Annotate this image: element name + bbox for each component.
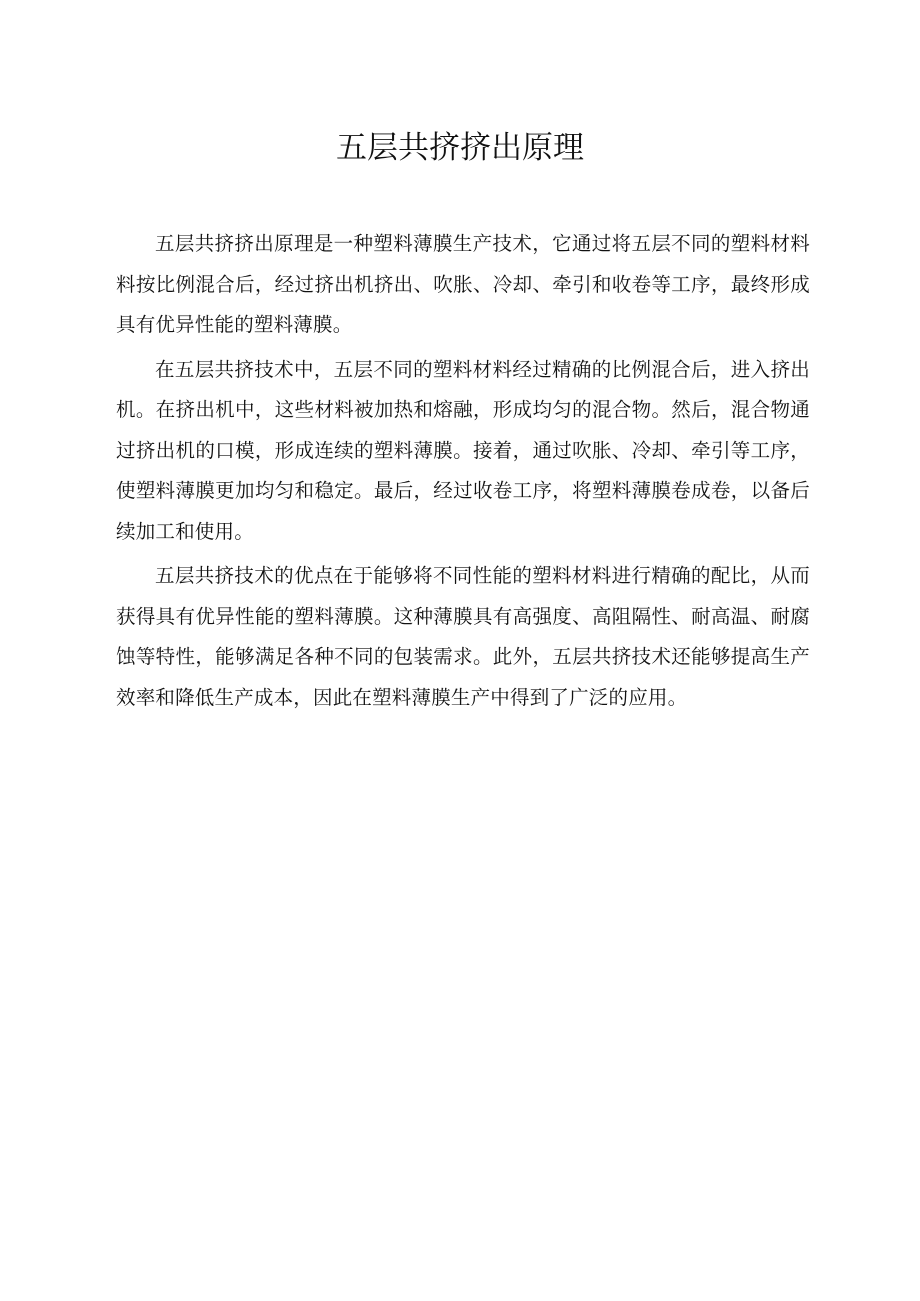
document-body bbox=[116, 224, 810, 722]
paragraph-3: 五层共挤技术的优点在于能够将不同性能的塑料材料进行精确的配比，从而获得具有优异性能的塑料薄膜。这种薄膜具有高强度、高阻隔性、耐高温、耐腐蚀等特性，能够满足各种不同的包装需求。此外，五层共挤技术还能够提高生产效率和降低生产成本，因此在塑料薄膜生产中得到了广泛的应用。 bbox=[116, 564, 810, 709]
paragraph-2: 在五层共挤技术中，五层不同的塑料材料经过精确的比例混合后，进入挤出机。在挤出机中，这些材料被加热和熔融，形成均匀的混合物。然后，混合物通过挤出机的口模，形成连续的塑料薄膜。接着，通过吹胀、冷却、牵引等工序，使塑料薄膜更加均匀和稳定。最后，经过收卷工序，将塑料薄膜卷成卷，以备后续加工和使用。 bbox=[116, 357, 810, 543]
document-title: 五层共挤挤出原理 bbox=[336, 130, 584, 166]
paragraph-1: 五层共挤挤出原理是一种塑料薄膜生产技术，它通过将五层不同的塑料材料料按比例混合后，经过挤出机挤出、吹胀、冷却、牵引和收卷等工序，最终形成具有优异性能的塑料薄膜。 bbox=[116, 232, 810, 336]
